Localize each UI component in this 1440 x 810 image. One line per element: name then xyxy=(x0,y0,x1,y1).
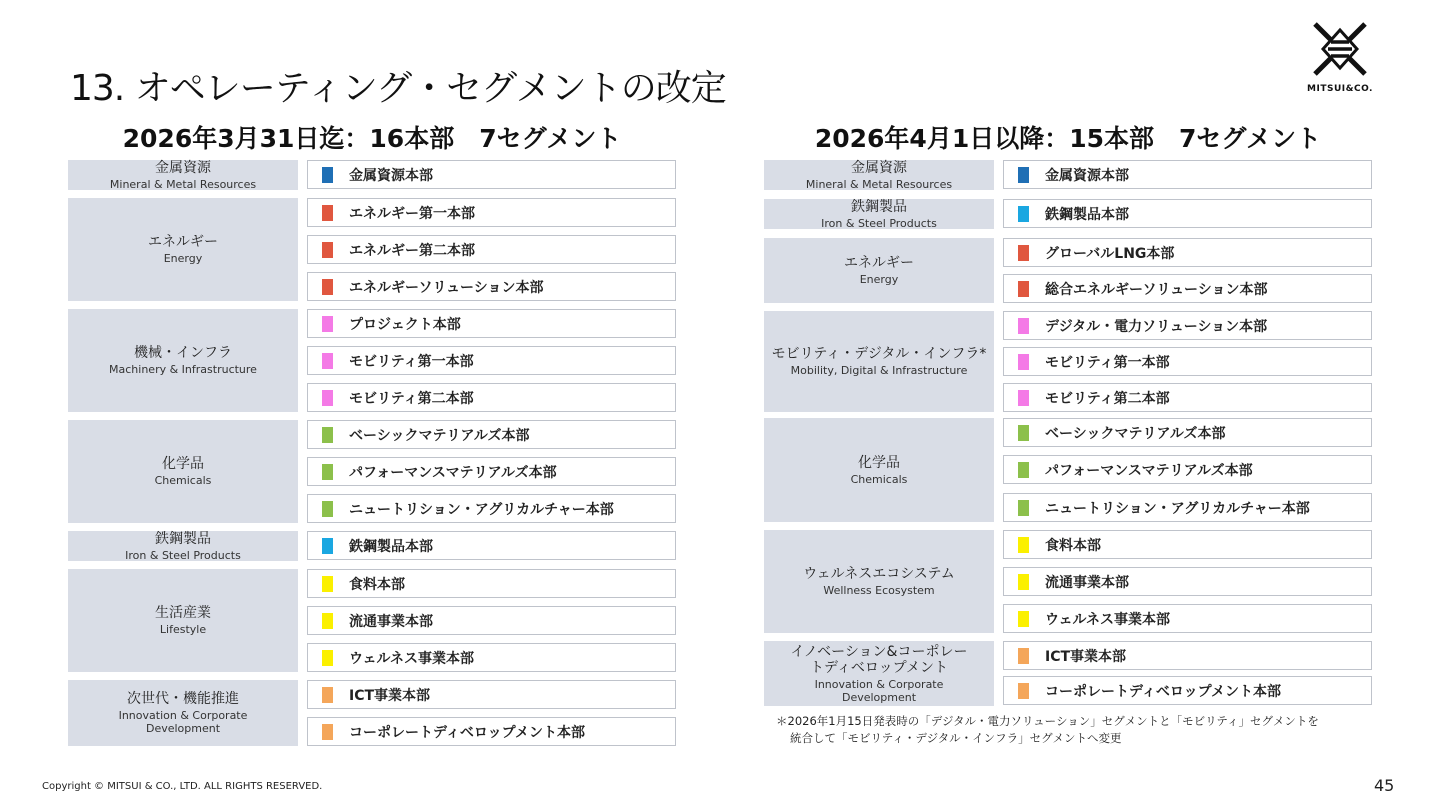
footnote-line-2: 統合して「モビリティ・デジタル・インフラ」セグメントへ変更 xyxy=(790,731,1122,745)
division-color-swatch xyxy=(322,464,333,480)
division-color-swatch xyxy=(322,353,333,369)
segment-en: Innovation & Corporate Development xyxy=(118,709,248,735)
division-color-swatch xyxy=(1018,281,1029,297)
division-label: デジタル・電力ソリューション本部 xyxy=(1045,318,1268,335)
division-label: コーポレートディベロップメント本部 xyxy=(349,724,586,741)
page-title: 13. オペレーティング・セグメントの改定 xyxy=(70,68,726,109)
division-label: パフォーマンスマテリアルズ本部 xyxy=(1045,462,1253,479)
left-division-box xyxy=(307,457,676,486)
footnote xyxy=(776,713,1319,747)
segment-en: Mineral & Metal Resources xyxy=(805,177,953,191)
right-segment-mobility-digital xyxy=(764,311,994,412)
division-color-swatch xyxy=(1018,245,1029,261)
division-color-swatch xyxy=(1018,574,1029,590)
mitsui-logo-icon xyxy=(1309,18,1371,80)
left-division-box xyxy=(307,569,676,598)
division-color-swatch xyxy=(1018,611,1029,627)
division-label: ニュートリション・アグリカルチャー本部 xyxy=(1045,500,1310,517)
division-label: 金属資源本部 xyxy=(349,167,433,184)
left-division-box xyxy=(307,309,676,338)
right-division-box xyxy=(1003,604,1372,633)
right-division-box xyxy=(1003,455,1372,484)
segment-jp: 化学品 xyxy=(162,456,204,472)
left-division-box xyxy=(307,606,676,635)
segment-en: Chemicals xyxy=(154,474,212,487)
segment-en: Energy xyxy=(163,252,203,265)
division-label: モビリティ第二本部 xyxy=(349,390,474,407)
division-color-swatch xyxy=(322,316,333,332)
segment-jp: 鉄鋼製品 xyxy=(851,198,907,215)
segment-jp: 機械・インフラ xyxy=(134,345,232,361)
division-color-swatch xyxy=(1018,390,1029,406)
division-color-swatch xyxy=(322,167,333,183)
right-division-box xyxy=(1003,493,1372,522)
left-division-box xyxy=(307,272,676,301)
division-label: エネルギー第一本部 xyxy=(349,205,475,222)
segment-en: Innovation & Corporate Development xyxy=(814,677,944,704)
right-division-box xyxy=(1003,641,1372,670)
left-division-box xyxy=(307,531,676,560)
division-color-swatch xyxy=(322,538,333,554)
left-division-box xyxy=(307,235,676,264)
right-division-box xyxy=(1003,676,1372,705)
copyright: Copyright © MITSUI & CO., LTD. ALL RIGHTS RESERVED. xyxy=(42,781,323,792)
division-color-swatch xyxy=(322,724,333,740)
division-color-swatch xyxy=(322,613,333,629)
segment-en: Chemicals xyxy=(850,472,908,486)
division-color-swatch xyxy=(322,427,333,443)
right-segment-iron-steel xyxy=(764,199,994,229)
division-color-swatch xyxy=(322,242,333,258)
division-color-swatch xyxy=(322,501,333,517)
division-label: 鉄鋼製品本部 xyxy=(1045,206,1129,223)
segment-jp: ウェルネスエコシステム xyxy=(803,566,955,582)
division-color-swatch xyxy=(1018,500,1029,516)
segment-jp: 生活産業 xyxy=(155,605,211,621)
division-color-swatch xyxy=(1018,537,1029,553)
division-label: エネルギー第二本部 xyxy=(349,242,475,259)
division-label: コーポレートディベロップメント本部 xyxy=(1045,683,1282,700)
right-segment-mineral xyxy=(764,160,994,190)
division-label: モビリティ第一本部 xyxy=(349,353,474,370)
left-segment-lifestyle xyxy=(68,569,298,672)
segment-jp: モビリティ・デジタル・インフラ* xyxy=(771,346,987,362)
segment-en: Mineral & Metal Resources xyxy=(109,177,257,191)
division-color-swatch xyxy=(1018,462,1029,478)
division-color-swatch xyxy=(1018,648,1029,664)
left-column-heading: 2026年3月31日迄：16本部 7セグメント xyxy=(122,124,622,153)
right-division-box xyxy=(1003,274,1372,303)
right-division-box xyxy=(1003,311,1372,340)
left-division-box xyxy=(307,198,676,227)
segment-en: Energy xyxy=(859,273,899,286)
segment-jp: 次世代・機能推進 xyxy=(127,691,239,707)
division-label: 食料本部 xyxy=(349,576,405,593)
right-division-box xyxy=(1003,199,1372,228)
right-division-box xyxy=(1003,383,1372,412)
division-color-swatch xyxy=(1018,354,1029,370)
division-label: 流通事業本部 xyxy=(349,613,433,630)
division-label: エネルギーソリューション本部 xyxy=(349,279,544,296)
division-label: 総合エネルギーソリューション本部 xyxy=(1045,281,1268,298)
footnote-line-1: ＊2026年1月15日発表時の「デジタル・電力ソリューション」セグメントと「モビリティ」セグメントを xyxy=(776,714,1319,728)
segment-jp: エネルギー xyxy=(148,234,218,250)
left-segment-mineral xyxy=(68,160,298,190)
division-label: モビリティ第二本部 xyxy=(1045,390,1170,407)
left-division-box xyxy=(307,680,676,709)
right-column-heading: 2026年4月1日以降：15本部 7セグメント xyxy=(814,124,1322,153)
division-label: 食料本部 xyxy=(1045,537,1101,554)
right-segment-innovation xyxy=(764,641,994,706)
division-color-swatch xyxy=(322,279,333,295)
left-division-box xyxy=(307,494,676,523)
division-label: ウェルネス事業本部 xyxy=(1045,611,1171,628)
right-division-box xyxy=(1003,160,1372,189)
division-color-swatch xyxy=(322,205,333,221)
segment-en: Mobility, Digital & Infrastructure xyxy=(790,364,968,377)
segment-jp: 金属資源 xyxy=(155,159,211,176)
division-color-swatch xyxy=(1018,683,1029,699)
left-segment-innovation xyxy=(68,680,298,746)
segment-jp: イノベーション&コーポレートディベロップメント xyxy=(790,643,968,676)
division-color-swatch xyxy=(322,576,333,592)
left-division-box xyxy=(307,383,676,412)
segment-jp: 鉄鋼製品 xyxy=(155,530,211,547)
mitsui-logo xyxy=(1306,18,1374,94)
left-division-box xyxy=(307,346,676,375)
division-label: 流通事業本部 xyxy=(1045,574,1129,591)
segment-jp: 金属資源 xyxy=(851,159,907,176)
division-color-swatch xyxy=(322,390,333,406)
right-division-box xyxy=(1003,418,1372,447)
right-division-box xyxy=(1003,567,1372,596)
left-division-box xyxy=(307,160,676,189)
division-label: プロジェクト本部 xyxy=(349,316,461,333)
division-color-swatch xyxy=(1018,318,1029,334)
segment-en: Machinery & Infrastructure xyxy=(109,363,257,376)
right-division-box xyxy=(1003,530,1372,559)
left-segment-machinery xyxy=(68,309,298,412)
page-number: 45 xyxy=(1374,776,1395,795)
left-division-box xyxy=(307,717,676,746)
division-label: モビリティ第一本部 xyxy=(1045,354,1170,371)
left-division-box xyxy=(307,420,676,449)
left-segment-chemicals xyxy=(68,420,298,523)
division-label: ベーシックマテリアルズ本部 xyxy=(349,427,530,444)
division-label: ニュートリション・アグリカルチャー本部 xyxy=(349,501,614,518)
right-segment-energy xyxy=(764,238,994,303)
division-label: ベーシックマテリアルズ本部 xyxy=(1045,425,1226,442)
right-segment-wellness xyxy=(764,530,994,633)
segment-en: Lifestyle xyxy=(159,623,207,636)
division-label: ICT事業本部 xyxy=(349,687,431,704)
segment-en: Iron & Steel Products xyxy=(125,548,241,562)
division-color-swatch xyxy=(322,687,333,703)
division-label: 金属資源本部 xyxy=(1045,167,1129,184)
division-color-swatch xyxy=(1018,425,1029,441)
division-label: ICT事業本部 xyxy=(1045,648,1127,665)
division-label: パフォーマンスマテリアルズ本部 xyxy=(349,464,557,481)
division-label: ウェルネス事業本部 xyxy=(349,650,475,667)
division-label: グローバルLNG本部 xyxy=(1045,245,1175,262)
right-segment-chemicals xyxy=(764,418,994,522)
logo-text: MITSUI&CO. xyxy=(1307,84,1373,94)
segment-jp: エネルギー xyxy=(844,255,914,271)
left-segment-energy xyxy=(68,198,298,301)
right-division-box xyxy=(1003,347,1372,376)
division-color-swatch xyxy=(1018,167,1029,183)
left-division-box xyxy=(307,643,676,672)
left-segment-iron-steel xyxy=(68,531,298,561)
segment-en: Iron & Steel Products xyxy=(821,216,937,230)
division-color-swatch xyxy=(1018,206,1029,222)
right-division-box xyxy=(1003,238,1372,267)
segment-en: Wellness Ecosystem xyxy=(823,584,935,597)
division-label: 鉄鋼製品本部 xyxy=(349,538,433,555)
segment-jp: 化学品 xyxy=(858,454,900,471)
division-color-swatch xyxy=(322,650,333,666)
